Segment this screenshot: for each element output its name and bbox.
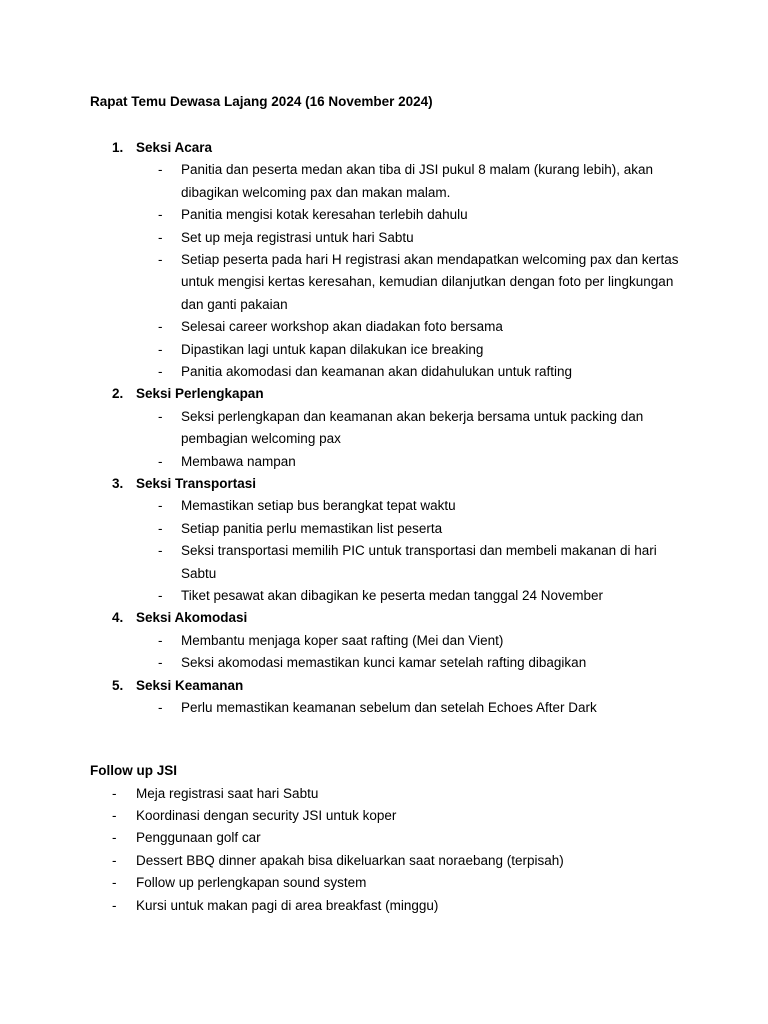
list-item <box>0 159 686 204</box>
list-item <box>0 204 686 226</box>
section-perlengkapan <box>0 383 768 473</box>
list-item <box>0 895 768 917</box>
dash-bullet: - <box>158 655 163 671</box>
section-title: Seksi Transportasi <box>136 476 257 492</box>
list-item <box>0 518 686 540</box>
section-number: 2. <box>112 386 124 402</box>
list-item-text: Seksi akomodasi memastikan kunci kamar setelah rafting dibagikan <box>181 655 587 671</box>
list-item <box>0 630 686 652</box>
section-heading <box>0 383 768 405</box>
dash-bullet: - <box>158 543 163 559</box>
list-item <box>0 361 686 383</box>
dash-bullet: - <box>158 453 163 469</box>
list-item <box>0 585 686 607</box>
section-title: Seksi Akomodasi <box>136 610 248 626</box>
list-item-text: Koordinasi dengan security JSI untuk koper <box>136 807 397 823</box>
dash-bullet: - <box>158 408 163 424</box>
list-item-text: Panitia mengisi kotak keresahan terlebih dahulu <box>181 207 468 223</box>
section-transportasi <box>0 473 768 607</box>
list-item-text: Memastikan setiap bus berangkat tepat waktu <box>181 498 456 514</box>
section-number: 3. <box>112 476 124 492</box>
dash-bullet: - <box>158 229 163 245</box>
list-item-text: Penggunaan golf car <box>136 830 261 846</box>
dash-bullet: - <box>112 875 117 891</box>
section-title: Seksi Acara <box>136 140 213 155</box>
list-item-text: Meja registrasi saat hari Sabtu <box>136 785 319 801</box>
dash-bullet: - <box>112 852 117 868</box>
dash-bullet: - <box>112 897 117 913</box>
list-item <box>0 783 768 805</box>
section-heading <box>0 473 768 495</box>
list-item-text: Setiap peserta pada hari H registrasi akan mendapatkan welcoming pax dan kertas untuk mengisi kertas keresahan, kemudian dilanjutkan dengan foto per lingkungan dan ganti pakaian <box>181 252 679 312</box>
section-heading <box>0 675 768 697</box>
section-items <box>0 495 768 607</box>
list-item <box>0 316 686 338</box>
document-title: Rapat Temu Dewasa Lajang 2024 (16 November 2024) <box>90 94 433 109</box>
list-item-text: Setiap panitia perlu memastikan list peserta <box>181 520 443 536</box>
list-item <box>0 850 768 872</box>
list-item-text: Panitia akomodasi dan keamanan akan didahulukan untuk rafting <box>181 364 573 380</box>
list-item <box>0 406 686 451</box>
dash-bullet: - <box>158 632 163 648</box>
section-items <box>0 159 768 383</box>
dash-bullet: - <box>112 830 117 846</box>
list-item-text: Set up meja registrasi untuk hari Sabtu <box>181 229 414 245</box>
list-item <box>0 495 686 517</box>
followup-list <box>0 783 768 917</box>
list-item-text: Follow up perlengkapan sound system <box>136 875 367 891</box>
list-item-text: Seksi transportasi memilih PIC untuk transportasi dan membeli makanan di hari Sabtu <box>181 543 657 581</box>
list-item-text: Tiket pesawat akan dibagikan ke peserta medan tanggal 24 November <box>181 588 604 604</box>
list-item <box>0 451 686 473</box>
followup-heading: Follow up JSI <box>90 763 177 778</box>
dash-bullet: - <box>158 520 163 536</box>
list-item <box>0 652 686 674</box>
section-items <box>0 406 768 473</box>
list-item-text: Panitia dan peserta medan akan tiba di JSI pukul 8 malam (kurang lebih), akan dibagikan welcoming pax dan makan malam. <box>181 162 654 200</box>
dash-bullet: - <box>158 207 163 223</box>
section-acara <box>0 137 768 383</box>
list-item-text: Membawa nampan <box>181 453 296 469</box>
list-item-text: Seksi perlengkapan dan keamanan akan bekerja bersama untuk packing dan pembagian welcoming pax <box>181 408 644 447</box>
section-title: Seksi Perlengkapan <box>136 386 264 402</box>
section-items <box>0 630 768 675</box>
list-item <box>0 697 686 719</box>
section-number: 5. <box>112 677 124 693</box>
section-keamanan <box>0 675 768 720</box>
dash-bullet: - <box>112 807 117 823</box>
list-item-text: Membantu menjaga koper saat rafting (Mei dan Vient) <box>181 632 504 648</box>
dash-bullet: - <box>158 162 163 178</box>
section-number: 4. <box>112 610 124 626</box>
section-items <box>0 697 768 719</box>
list-item <box>0 827 768 849</box>
list-item-text: Dipastikan lagi untuk kapan dilakukan ice breaking <box>181 341 484 357</box>
list-item <box>0 227 686 249</box>
dash-bullet: - <box>158 252 163 268</box>
list-item <box>0 339 686 361</box>
list-item-text: Dessert BBQ dinner apakah bisa dikeluarkan saat noraebang (terpisah) <box>136 852 564 868</box>
list-item <box>0 249 686 316</box>
list-item-text: Perlu memastikan keamanan sebelum dan setelah Echoes After Dark <box>181 700 597 716</box>
list-item-text: Selesai career workshop akan diadakan foto bersama <box>181 319 503 335</box>
dash-bullet: - <box>158 700 163 716</box>
dash-bullet: - <box>158 498 163 514</box>
section-number: 1. <box>112 140 124 155</box>
section-list <box>0 137 768 719</box>
dash-bullet: - <box>158 341 163 357</box>
list-item <box>0 805 768 827</box>
section-title: Seksi Keamanan <box>136 677 244 693</box>
dash-bullet: - <box>158 319 163 335</box>
dash-bullet: - <box>158 364 163 380</box>
dash-bullet: - <box>158 588 163 604</box>
dash-bullet: - <box>112 785 117 801</box>
list-item <box>0 872 768 894</box>
section-heading <box>0 137 768 159</box>
list-item <box>0 540 686 585</box>
section-akomodasi <box>0 607 768 674</box>
section-heading <box>0 607 768 629</box>
list-item-text: Kursi untuk makan pagi di area breakfast (minggu) <box>136 897 439 913</box>
